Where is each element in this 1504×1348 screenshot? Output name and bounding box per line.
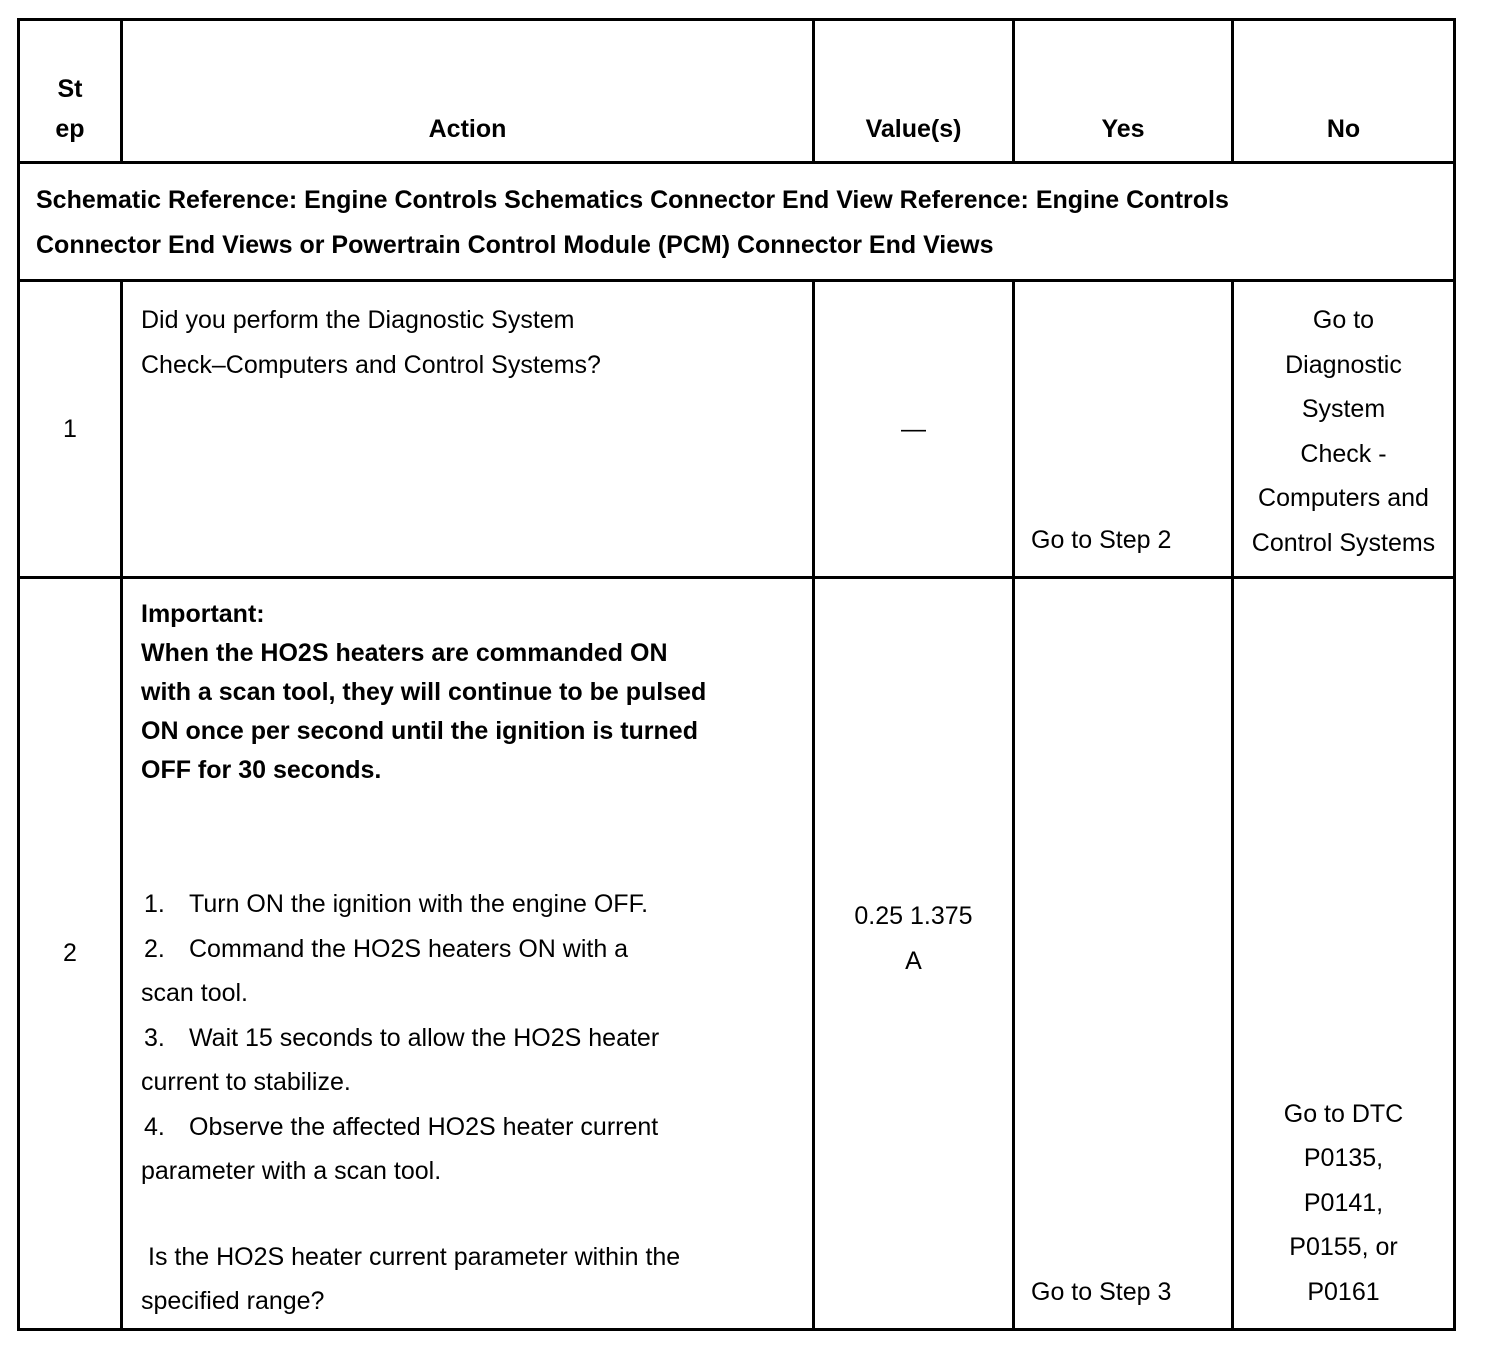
- no-cell: [1233, 281, 1455, 578]
- step-index: 2.: [144, 934, 165, 963]
- step-index: 4.: [144, 1112, 165, 1141]
- yes-cell: Go to Step 3: [1014, 578, 1233, 1330]
- step-text-cont: parameter with a scan tool.: [141, 1157, 442, 1185]
- step-text-cont: current to stabilize.: [141, 1068, 351, 1096]
- no-line: Go to DTC: [1283, 1099, 1404, 1128]
- no-line: Go to: [1312, 306, 1375, 334]
- table-row: [19, 281, 1455, 578]
- step-text: Observe the affected HO2S heater current: [189, 1112, 659, 1141]
- procedure-steps: [141, 882, 798, 1194]
- value-cell: —: [814, 281, 1014, 578]
- step-text: Command the HO2S heaters ON with a: [189, 934, 629, 963]
- procedure-step: [141, 1016, 798, 1105]
- step-index: 1.: [144, 890, 165, 918]
- reference-cell: [19, 163, 1455, 281]
- important-line: When the HO2S heaters are commanded ON: [141, 639, 668, 667]
- no-line: Control Systems: [1251, 528, 1436, 557]
- header-no: No: [1233, 20, 1455, 163]
- header-values: Value(s): [814, 20, 1014, 163]
- header-step-line2: ep: [55, 115, 85, 143]
- no-line: Check -: [1300, 439, 1387, 468]
- procedure-step: [141, 882, 798, 927]
- action-cell: [122, 281, 814, 578]
- action-line: Check–Computers and Control Systems?: [141, 350, 601, 379]
- header-action: Action: [122, 20, 814, 163]
- question-line: specified range?: [141, 1287, 325, 1315]
- important-line: ON once per second until the ignition is turned: [141, 717, 698, 745]
- question-line: Is the HO2S heater current parameter within the: [148, 1242, 681, 1271]
- procedure-step: [141, 1105, 798, 1194]
- yes-cell: Go to Step 2: [1014, 281, 1233, 578]
- action-cell: [122, 578, 814, 1330]
- step-number: 2: [19, 578, 122, 1330]
- no-line: Computers and: [1258, 484, 1429, 512]
- step-number: 1: [19, 281, 122, 578]
- header-yes: Yes: [1014, 20, 1233, 163]
- no-cell: [1233, 578, 1455, 1330]
- reference-line2: Connector End Views or Powertrain Control Module (PCM) Connector End Views: [36, 231, 994, 259]
- header-step-line1: St: [57, 75, 83, 103]
- header-step: [19, 20, 122, 163]
- step-text: Wait 15 seconds to allow the HO2S heater: [189, 1023, 660, 1052]
- diagnostic-table: [17, 18, 1456, 1331]
- step-text: Turn ON the ignition with the engine OFF.: [189, 890, 649, 918]
- no-line: System: [1301, 395, 1386, 423]
- reference-line1: Schematic Reference: Engine Controls Schematics Connector End View Reference: Engine Controls: [36, 186, 1229, 214]
- important-note: [141, 595, 798, 790]
- header-row: [19, 20, 1455, 163]
- important-line: with a scan tool, they will continue to be pulsed: [141, 678, 707, 706]
- action-line: Did you perform the Diagnostic System: [141, 306, 575, 334]
- no-line: P0155, or: [1289, 1233, 1398, 1261]
- no-line: P0161: [1307, 1277, 1380, 1306]
- procedure-step: [141, 927, 798, 1016]
- step-text-cont: scan tool.: [141, 979, 249, 1007]
- value-line: 0.25 1.375: [854, 901, 973, 930]
- important-label: Important:: [141, 600, 265, 628]
- step-index: 3.: [144, 1023, 165, 1052]
- value-cell: [814, 578, 1014, 1330]
- important-line: OFF for 30 seconds.: [141, 756, 382, 784]
- question: [141, 1235, 798, 1324]
- table-row: [19, 578, 1455, 1330]
- no-line: P0141,: [1303, 1188, 1384, 1217]
- no-line: Diagnostic: [1285, 350, 1402, 379]
- reference-row: [19, 163, 1455, 281]
- value-line: A: [905, 946, 922, 975]
- no-line: P0135,: [1303, 1144, 1384, 1172]
